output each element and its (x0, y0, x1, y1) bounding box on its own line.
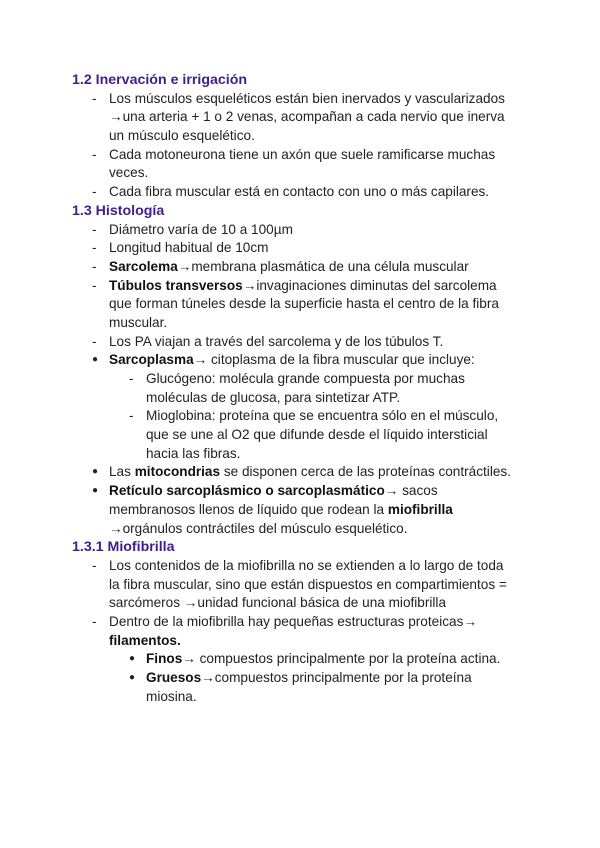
text-run: → sacos (384, 483, 438, 499)
dash-list-item (0, 183, 600, 202)
text-run: →invaginaciones diminutas del sarcolema (242, 277, 497, 293)
bullet-list-item (0, 650, 600, 669)
dash-list-item (0, 370, 600, 389)
bold-term: Sarcolema (109, 258, 178, 274)
list-item-text (146, 370, 465, 389)
dash-marker-icon: - (92, 277, 97, 293)
text-run: Mioglobina: proteína que se encuentra sólo en el músculo, (146, 408, 499, 424)
dash-marker-icon: - (129, 408, 134, 424)
bullet-marker-icon: ● (129, 672, 136, 683)
bullet-marker-icon: ● (92, 466, 99, 478)
text-run: membranosos llenos de líquido que rodean la (109, 501, 388, 517)
bold-term: Sarcoplasma (109, 352, 194, 368)
list-item-text (109, 183, 489, 202)
text-run: Longitud habitual de 10cm (109, 240, 269, 256)
list-item-text (109, 632, 181, 651)
list-item-continuation (0, 576, 600, 595)
list-item-text (109, 108, 505, 127)
text-run: Los músculos esqueléticos están bien inervados y vascularizados (109, 90, 505, 106)
dash-list-item (0, 239, 600, 258)
list-item-continuation (0, 520, 600, 539)
text-run: muscular. (109, 314, 168, 330)
list-item-continuation (0, 632, 600, 651)
list-item-text (146, 445, 240, 464)
list-item-continuation (0, 426, 600, 445)
dash-list-item (0, 258, 600, 277)
dash-marker-icon: - (92, 240, 97, 256)
dash-marker-icon: - (92, 90, 97, 106)
dash-marker-icon: - (129, 371, 134, 386)
text-run: Las (109, 464, 135, 480)
list-item-text (109, 594, 446, 613)
list-item-continuation (0, 445, 600, 464)
list-item-text (146, 669, 472, 688)
bullet-list-item (0, 669, 600, 688)
list-item-continuation (0, 127, 600, 146)
bullet-marker-icon: ● (92, 485, 99, 497)
text-run: que se une al O2 que difunde desde el líquido intersticial (146, 427, 488, 443)
list-item-text (109, 482, 438, 501)
list-item-text (109, 463, 511, 482)
list-item-text (109, 314, 167, 333)
dash-list-item (0, 613, 600, 632)
list-item-text (146, 688, 197, 707)
list-item-text (109, 164, 148, 183)
list-item-text (109, 501, 453, 520)
text-run: Glucógeno: molécula grande compuesta por muchas (146, 371, 465, 386)
bullet-list-item (0, 351, 600, 370)
bold-term: filamentos. (109, 632, 181, 648)
list-item-text (146, 426, 488, 445)
text-run: →orgánulos contráctiles del músculo esquelético. (109, 520, 408, 536)
dash-marker-icon: - (92, 258, 97, 274)
list-item-continuation (0, 594, 600, 613)
bullet-list-item (0, 482, 600, 501)
section-heading: 1.2 Inervación e irrigación (72, 72, 248, 88)
text-run: la fibra muscular, sino que están dispuestos en compartimientos = (109, 576, 507, 592)
list-item-text (146, 389, 400, 408)
list-item-continuation (0, 164, 600, 183)
section-heading: 1.3 Histología (72, 202, 165, 219)
text-run: Los PA viajan a través del sarcolema y de los túbulos T. (109, 333, 444, 349)
text-run: Dentro de la miofibrilla hay pequeñas estructuras proteicas→ (109, 613, 477, 629)
bold-term: miofibrilla (387, 501, 453, 517)
list-item-text (109, 351, 475, 370)
text-run: → compuestos principalmente por la proteína actina. (182, 651, 501, 667)
dash-list-item (0, 146, 600, 165)
dash-list-item (0, 221, 600, 240)
bold-term: Retículo sarcoplásmico o sarcoplasmático (109, 483, 385, 499)
text-run: que forman túneles desde la superficie hasta el centro de la fibra (109, 296, 499, 312)
list-item-text (146, 650, 500, 669)
list-item-text (109, 520, 407, 539)
list-item-continuation (0, 108, 600, 127)
dash-marker-icon: - (92, 333, 97, 349)
list-item-text (109, 258, 469, 277)
dash-marker-icon: - (92, 221, 97, 237)
dash-list-item (0, 557, 600, 576)
text-run: se disponen cerca de las proteínas contráctiles. (220, 464, 511, 480)
dash-marker-icon: - (92, 613, 97, 629)
text-run: un músculo esquelético. (109, 128, 255, 144)
text-run: →compuestos principalmente por la proteína (201, 670, 472, 685)
text-run: Los contenidos de la miofibrilla no se extienden a lo largo de toda (109, 557, 504, 573)
dash-marker-icon: - (92, 557, 97, 573)
bold-term: Gruesos (146, 670, 202, 685)
list-item-text (146, 407, 498, 426)
text-run: moléculas de glucosa, para sintetizar ATP. (146, 389, 401, 405)
list-item-continuation (0, 389, 600, 408)
list-item-continuation (0, 688, 600, 707)
list-item-text (109, 333, 443, 352)
text-run: →una arteria + 1 o 2 venas, acompañan a cada nervio que inerva (109, 109, 505, 125)
list-item-continuation (0, 501, 600, 520)
list-item-continuation (0, 314, 600, 333)
text-run: miosina. (146, 688, 197, 704)
list-item-text (109, 557, 503, 576)
dash-list-item (0, 407, 600, 426)
list-item-text (109, 576, 507, 595)
dash-list-item (0, 277, 600, 296)
list-item-continuation (0, 295, 600, 314)
bullet-marker-icon: ● (92, 354, 99, 366)
section-heading: 1.3.1 Miofibrilla (72, 539, 175, 556)
document-page (0, 71, 600, 706)
list-item-text (109, 221, 293, 240)
text-run: Cada fibra muscular está en contacto con uno o más capilares. (109, 184, 490, 200)
bullet-list-item (0, 463, 600, 482)
dash-marker-icon: - (92, 146, 97, 162)
dash-list-item (0, 90, 600, 109)
text-run: → citoplasma de la fibra muscular que incluye: (193, 352, 475, 368)
list-item-text (109, 90, 505, 109)
text-run: Cada motoneurona tiene un axón que suele ramificarse muchas (109, 146, 496, 162)
list-item-text (109, 127, 255, 146)
dash-marker-icon: - (92, 184, 97, 200)
bold-term: mitocondrias (134, 464, 221, 480)
bold-term: Túbulos transversos (109, 277, 243, 293)
text-run: hacia las fibras. (146, 445, 241, 461)
text-run: sarcómeros →unidad funcional básica de una miofibrilla (109, 595, 447, 611)
list-item-text (109, 613, 477, 632)
list-item-text (109, 146, 495, 165)
text-run: Diámetro varía de 10 a 100µm (109, 221, 293, 237)
text-run: →membrana plasmática de una célula muscular (177, 258, 469, 274)
list-item-text (109, 277, 497, 296)
text-run: veces. (109, 165, 149, 181)
list-item-text (109, 239, 268, 258)
bold-term: Finos (146, 651, 183, 667)
dash-list-item (0, 333, 600, 352)
bullet-marker-icon: ● (129, 653, 136, 665)
list-item-text (109, 295, 499, 314)
